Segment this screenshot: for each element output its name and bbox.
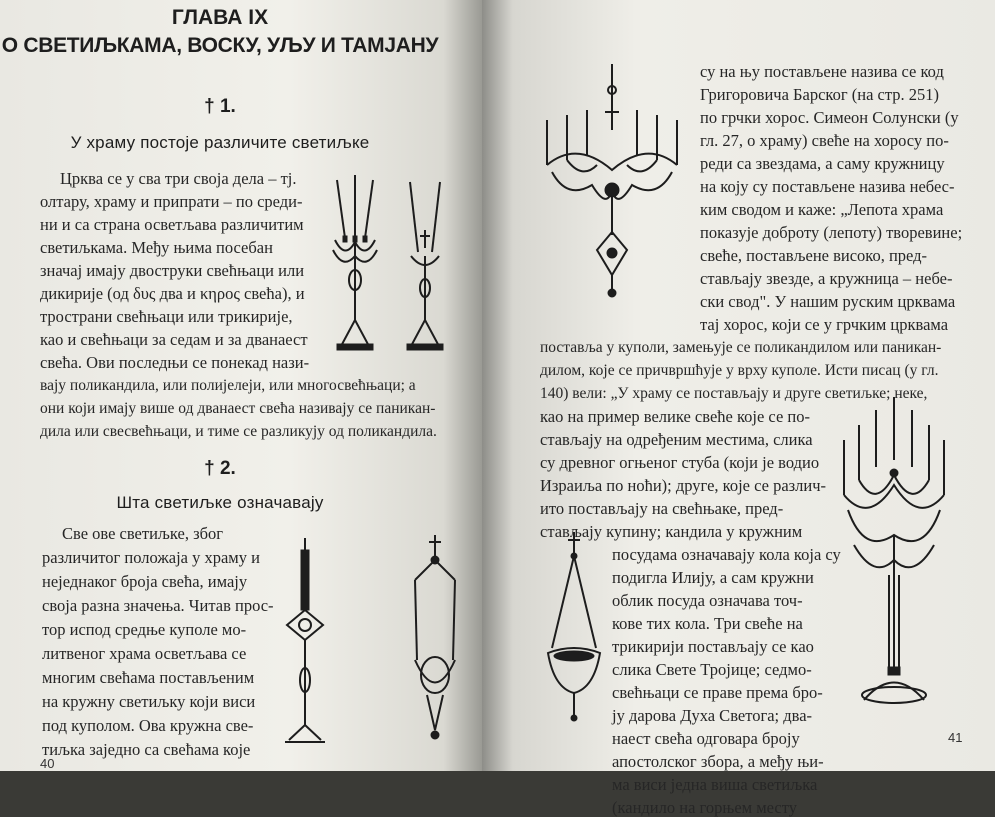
text-line: многим свећама постављеним [42, 668, 255, 687]
text-line: ни и са страна осветљава различитим [40, 215, 304, 234]
text-line: Све ове светиљке, због [62, 524, 224, 543]
text-line: они који имају више од дванаест свећа називају се паникан- [40, 400, 436, 417]
chapter-title: О СВЕТИЉКАМА, ВОСКУ, УЉУ И ТАМЈАНУ [1, 34, 439, 57]
text-line: као на пример велике свеће које се по- [540, 407, 810, 426]
page-number-left: 40 [40, 756, 55, 771]
text-line: посудама означавају кола која су [612, 545, 841, 564]
text-line: свеће, постављене високо, пред- [700, 246, 928, 265]
text-line: (кандило на горњем месту [612, 798, 797, 817]
text-line: 140) вели: „У храму се постављају и друге светиљке; неке, [540, 385, 928, 402]
text-line: дикирије (од δυς два и κηρος свећа), и [40, 284, 305, 303]
text-line: литвеног храма осветљава се [42, 644, 247, 663]
text-line: ма виси једна виша светиљка [612, 775, 818, 794]
hanging-kandilo-illustration [544, 528, 604, 723]
text-line: тор испод средње куполе мо- [42, 620, 247, 639]
text-line: тространи свећњаци или трикирије, [40, 307, 293, 326]
candle-stand-and-hanging-lamp-illustration [275, 530, 475, 755]
text-line: Израиља по ноћи); друге, које се различ- [540, 476, 827, 495]
text-line: трикирији постављају се као [612, 637, 814, 656]
seven-branch-candelabrum-illustration [834, 395, 954, 710]
text-line: слика Свете Тројице; седмо- [612, 660, 812, 679]
text-line: значај имају двоструки свећњаци или [40, 261, 305, 280]
text-line: вају поликандила, или полијелеји, или многосвећњаци; а [40, 377, 416, 394]
text-line: стављају на одређеним местима, слика [540, 430, 813, 449]
text-line: су на њу постављене назива се код [700, 62, 944, 81]
section-2-title: Шта светиљке означавају [116, 493, 324, 512]
chapter-label: ГЛАВА IX [171, 6, 269, 29]
text-line: ју дарова Духа Светога; два- [612, 706, 813, 725]
text-line: различитог положаја у храму и [42, 548, 260, 567]
text-line: Григоровича Барског (на стр. 251) [700, 85, 940, 104]
text-line: своја разна значења. Читав прос- [42, 596, 274, 615]
text-line: тиљка заједно са свећама које [42, 740, 251, 759]
text-line: стављају звезде, а кружница – небе- [700, 269, 953, 288]
text-line: на коју су постављене назива небес- [700, 177, 955, 196]
text-line: показује доброту (лепоту) творевине; [700, 223, 963, 242]
text-line: кове тих кола. Три свеће на [612, 614, 803, 633]
text-line: подигла Илију, а сам кружни [612, 568, 814, 587]
text-line: ито постављају на свећњаке, пред- [540, 499, 784, 518]
text-line: реди са звездама, а саму кружницу [700, 154, 945, 173]
text-line: дилом, које се причвршћује у врху куполе. Исти писац (у гл. [540, 362, 939, 379]
hanging-polycandelon-illustration [537, 60, 687, 300]
text-line: облик посуда означава точ- [612, 591, 803, 610]
left-page [0, 0, 482, 771]
text-line: под куполом. Ова кружна све- [42, 716, 254, 735]
text-line: апостолског збора, а међу њи- [612, 752, 824, 771]
section-1-number: † 1. [204, 96, 236, 117]
text-line: дила или свесвећњаци, и тиме се разликују од поликандила. [40, 423, 437, 440]
text-line: по грчки хорос. Симеон Солунски (у [700, 108, 959, 127]
text-line: стављају купину; кандила у кружним [540, 522, 803, 541]
text-line: Црква се у сва три своја дела – тј. [60, 169, 297, 188]
text-line: свећа. Ови последњи се понекад нази- [40, 353, 310, 372]
text-line: наест свећа одговара броју [612, 729, 800, 748]
section-2-number: † 2. [204, 458, 236, 479]
text-line: поставља у куполи, замењује се поликандилом или паникан- [540, 339, 942, 356]
text-line: свећњаци се праве према бро- [612, 683, 823, 702]
right-page [482, 0, 995, 817]
text-line: ски свод". У нашим руским црквама [700, 292, 956, 311]
text-line: као и свећњаци за седам и за дванаест [40, 330, 308, 349]
page-number-right: 41 [948, 730, 963, 745]
text-line: светиљкама. Међу њима посебан [40, 238, 273, 257]
dikiri-trikiri-candlesticks-illustration [315, 170, 465, 355]
section-1-title: У храму постоје различите светиљке [70, 133, 370, 152]
text-line: тај хорос, који се у грчким црквама [700, 315, 949, 334]
text-line: олтару, храму и припрати – по среди- [40, 192, 303, 211]
text-line: гл. 27, о храму) свеће на хоросу по- [700, 131, 949, 150]
text-line: су древног огњеног стуба (који је водио [540, 453, 820, 472]
text-line: на кружну светиљку који виси [42, 692, 256, 711]
text-line: ким сводом и каже: „Лепота храма [700, 200, 944, 219]
text-line: неједнаког броја свећа, имају [42, 572, 248, 591]
